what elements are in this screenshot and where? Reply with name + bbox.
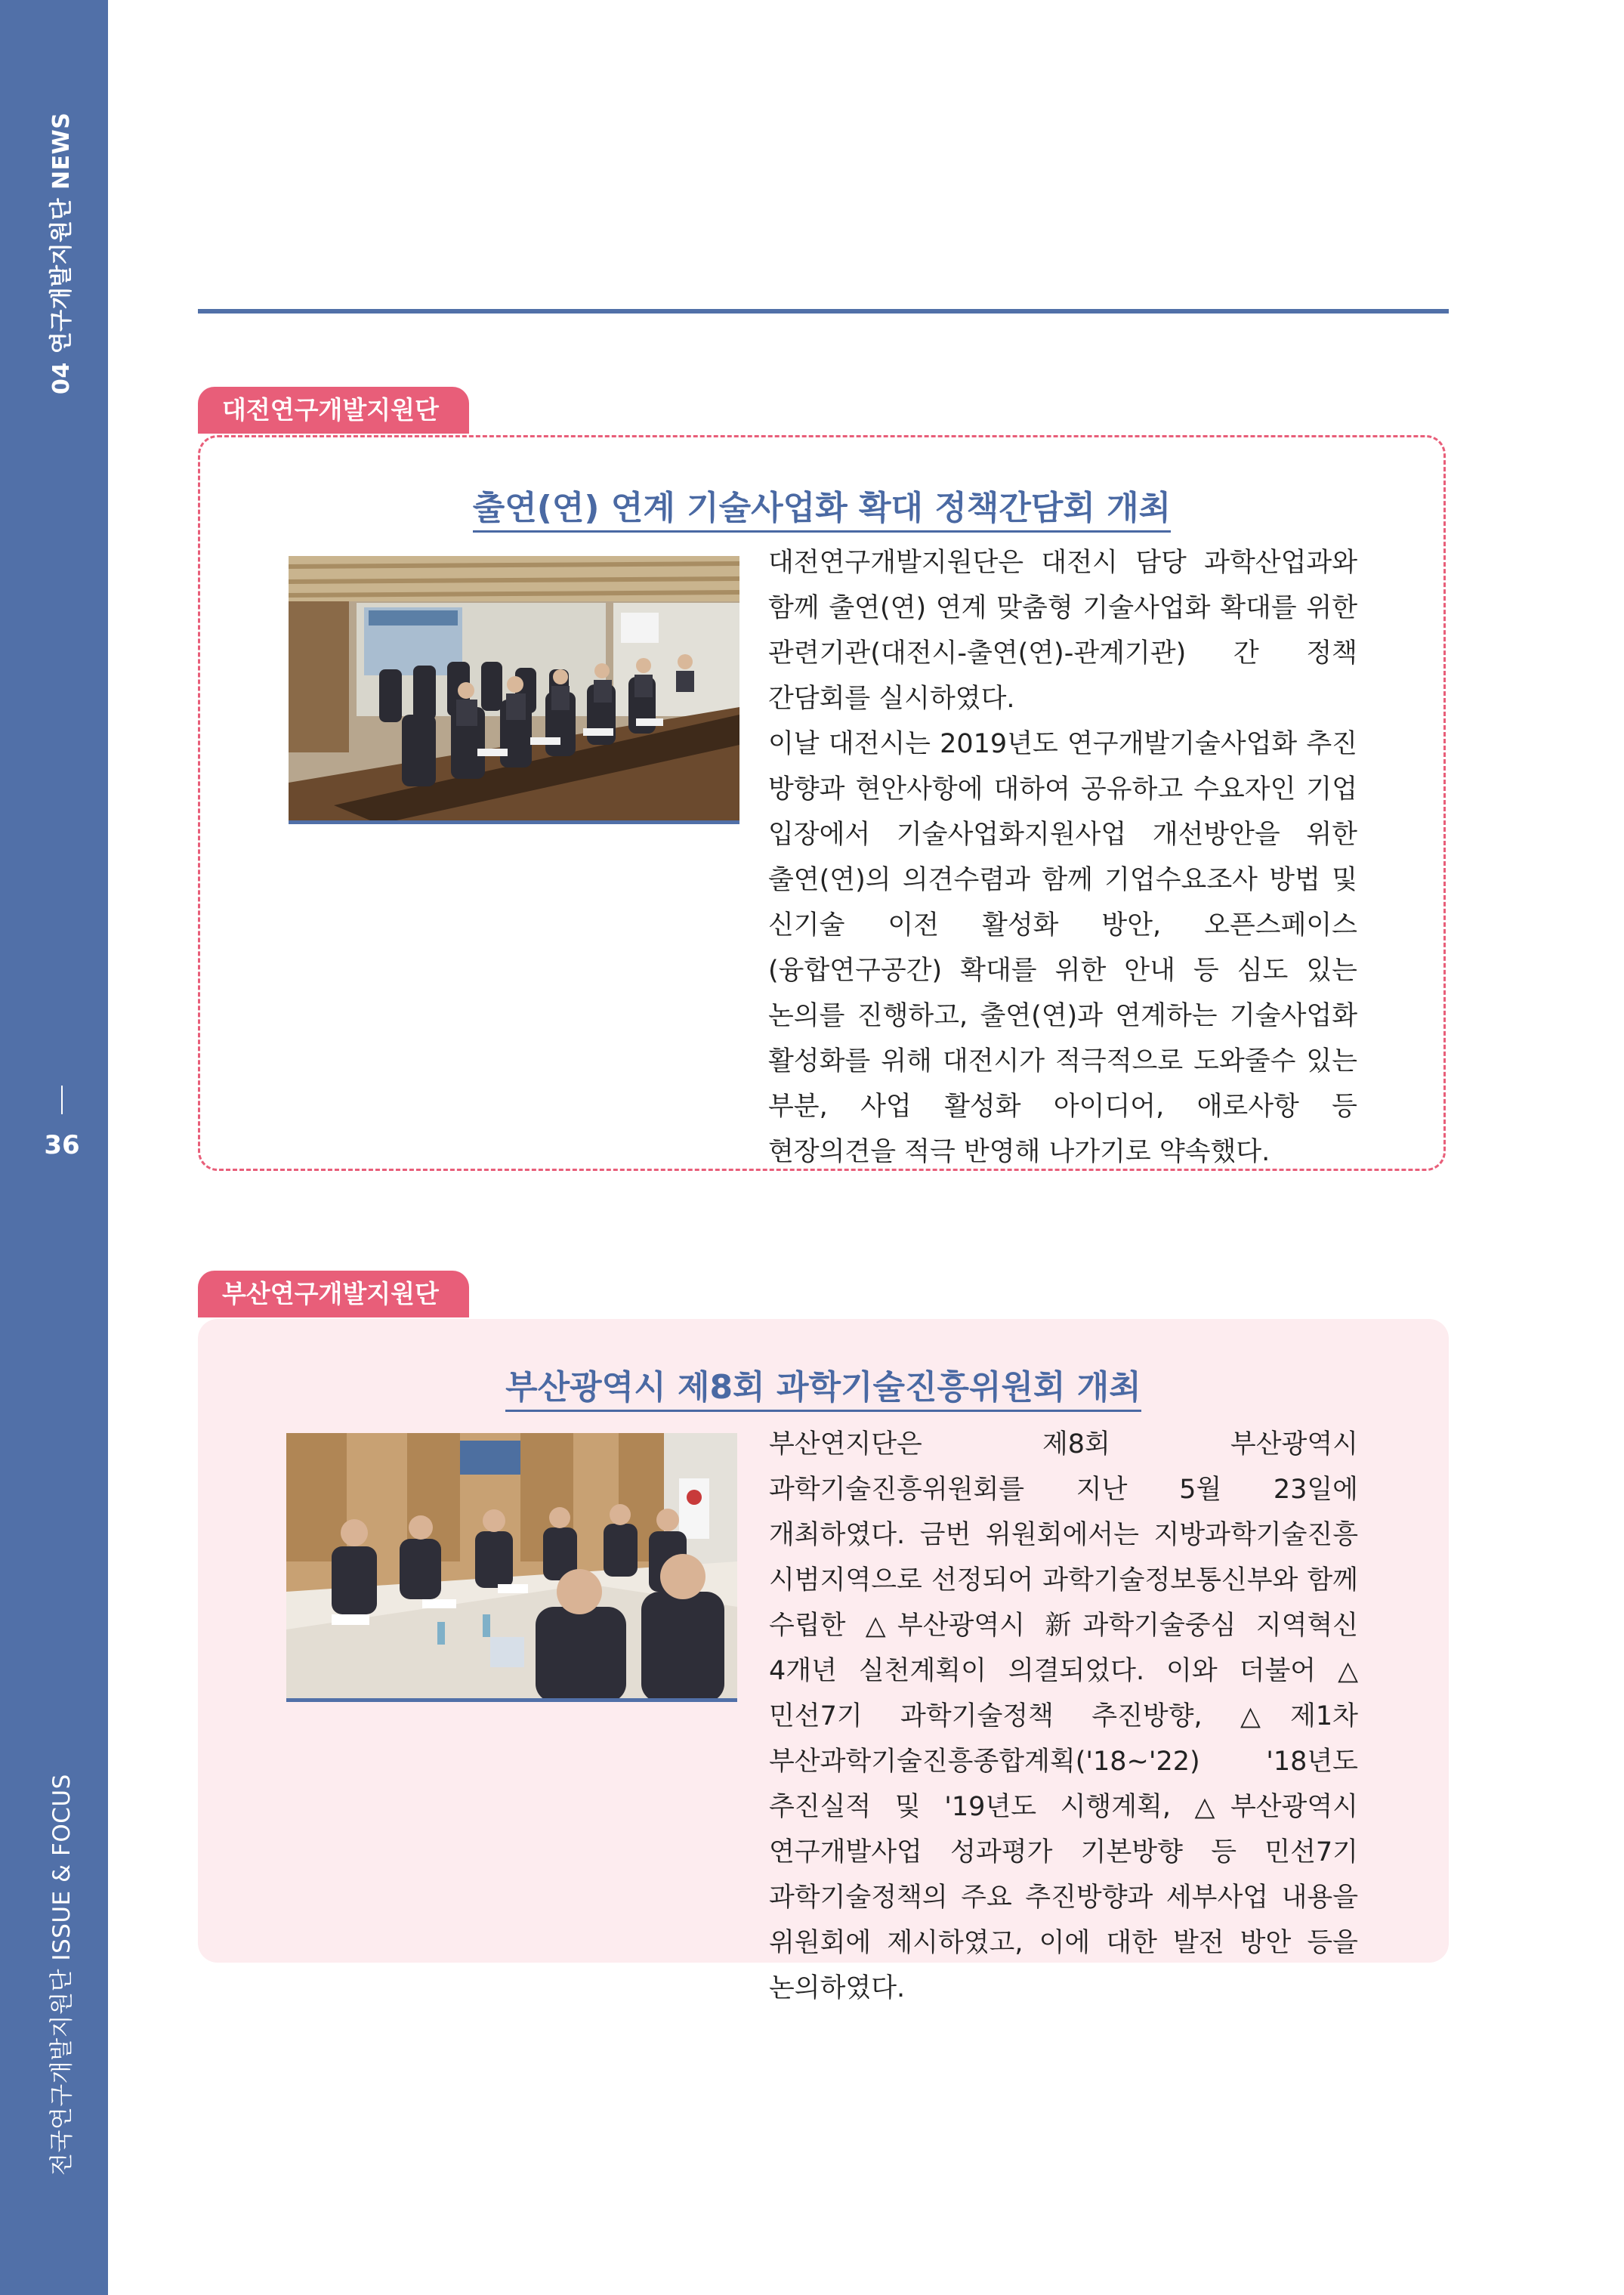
paragraph: 이날 대전시는 2019년도 연구개발기술사업화 추진 방향과 현안사항에 대하여 공유하고 수요자인 기업 입장에서 기술사업화지원사업 개선방안을 위한 출연(연)의 의견수렴과 함께 기업수요조사 방법 및 신기술 이전 활성화 방안, 오픈스페이스(융합연구공간) 확대를 위한 안내 등 심도 있는 논의를 진행하고, 출연(연)과 연계하는 기술사업화 활성화를 위해 대전시가 적극적으로 도와줄수 있는 부분, 사업 활성화 아이디어, 애로사항 등 현장의견을 적극 반영해 나가기로 약속했다. bbox=[768, 729, 1357, 1167]
page-number-tick bbox=[61, 1086, 63, 1114]
article-body bbox=[768, 540, 1357, 1175]
article-title: 부산광역시 제8회 과학기술진흥위원회 개최 bbox=[198, 1360, 1449, 1408]
photo-underline bbox=[286, 1698, 737, 1702]
article-body bbox=[769, 1422, 1358, 2011]
article-box-daejeon bbox=[198, 435, 1446, 1171]
page-number: 36 bbox=[44, 1130, 80, 1160]
photo-underline bbox=[289, 820, 739, 824]
section-label: 04 연구개발지원단 NEWS bbox=[48, 112, 75, 394]
sidebar bbox=[0, 0, 108, 2295]
top-divider bbox=[198, 309, 1449, 314]
paragraph: 대전연구개발지원단은 대전시 담당 과학산업과와 함께 출연(연) 연계 맞춤형 기술사업화 확대를 위한 관련기관(대전시-출연(연)-관계기관) 간 정책 간담회를 실시하였다. bbox=[768, 548, 1357, 714]
committee-photo bbox=[286, 1433, 737, 1702]
article-title: 출연(연) 연계 기술사업화 확대 정책간담회 개최 bbox=[200, 480, 1443, 529]
section-tab-busan: 부산연구개발지원단 bbox=[198, 1271, 469, 1317]
publication-label: 전국연구개발지원단 ISSUE & FOCUS bbox=[48, 1774, 76, 2176]
section-tab-daejeon: 대전연구개발지원단 bbox=[198, 387, 469, 434]
article-box-busan bbox=[198, 1319, 1449, 2003]
meeting-photo bbox=[289, 556, 739, 824]
paragraph: 부산연지단은 제8회 부산광역시 과학기술진흥위원회를 지난 5월 23일에 개최하였다. 금번 위원회에서는 지방과학기술진흥 시범지역으로 선정되어 과학기술정보통신부와 함께 수립한 △부산광역시 新과학기술중심 지역혁신 4개년 실천계획이 의결되었다. 이와 더불어 △민선7기 과학기술정책 추진방향, △제1차 부산과학기술진흥종합계획('18~'22) '18년도 추진실적 및 '19년도 시행계획, △부산광역시 연구개발사업 성과평가 기본방향 등 민선7기 과학기술정책의 주요 추진방향과 세부사업 내용을 위원회에 제시하였고, 이에 대한 발전 방안 등을 논의하였다. bbox=[769, 1429, 1358, 2003]
